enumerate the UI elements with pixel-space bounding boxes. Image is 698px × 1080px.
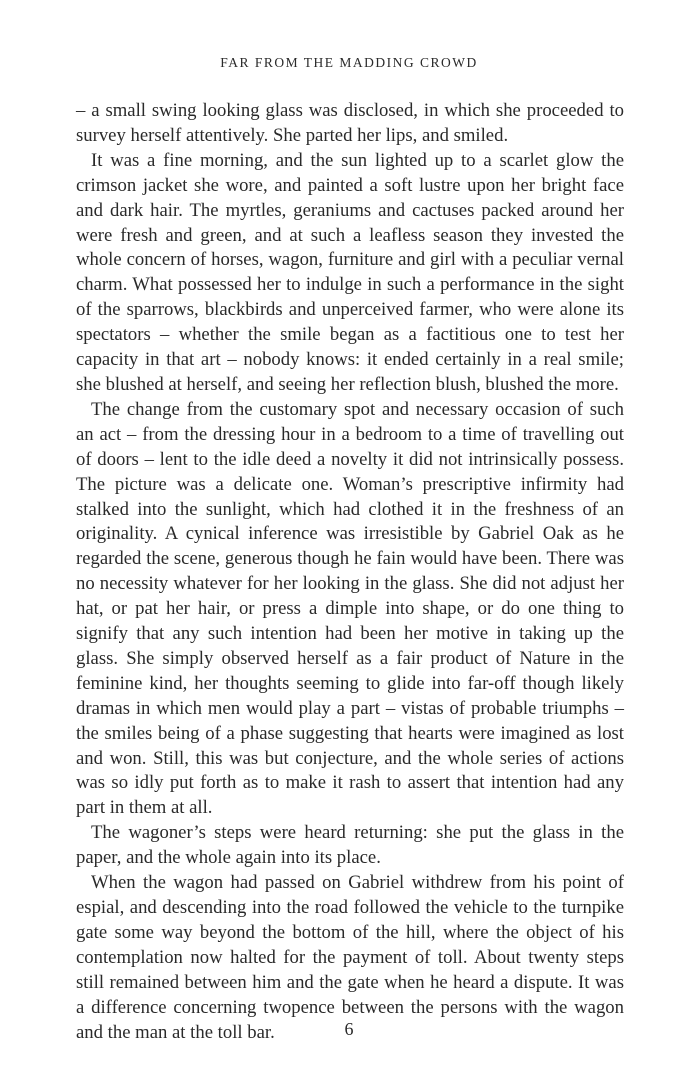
body-text <box>76 99 624 1045</box>
paragraph: When the wagon had passed on Gabriel withdrew from his point of espial, and descending into the road followed the vehicle to the turnpike gate some way beyond the bottom of the hill, where the object of his contemplation now halted for the payment of toll. About twenty steps still remained between him and the gate when he heard a dispute. It was a difference concerning twopence between the persons with the wagon and the man at the toll bar. <box>76 872 624 1043</box>
running-head: FAR FROM THE MADDING CROWD <box>220 55 478 70</box>
paragraph-continuation: – a small swing looking glass was disclosed, in which she proceeded to survey herself attentively. She parted her lips, and smiled. <box>76 100 624 146</box>
paragraph: The change from the customary spot and necessary occasion of such an act – from the dressing hour in a bedroom to a time of travelling out of doors – lent to the idle deed a novelty it did not intrinsically possess. The picture was a delicate one. Woman’s prescriptive infirmity had stalked into the sunlight, which had clothed it in the freshness of an originality. A cynical inference was irresistible by Gabriel Oak as he regarded the scene, generous though he fain would have been. There was no necessity whatever for her looking in the glass. She did not adjust her hat, or pat her hair, or press a dimple into shape, or do one thing to signify that any such intention had been her motive in taking up the glass. She simply observed herself as a fair product of Nature in the feminine kind, her thoughts seeming to glide into far-off though likely dramas in which men would play a part – vistas of probable triumphs – the smiles being of a phase suggesting that hearts were imagined as lost and won. Still, this was but conjecture, and the whole series of actions was so idly put forth as to make it rash to assert that intention had any part in them at all. <box>76 398 624 819</box>
paragraph: It was a fine morning, and the sun lighted up to a scarlet glow the crimson jacket she wore, and painted a soft lustre upon her bright face and dark hair. The myrtles, geraniums and cactuses packed around her were fresh and green, and at such a leafless season they invested the whole concern of horses, wagon, furniture and girl with a peculiar vernal charm. What possessed her to indulge in such a performance in the sight of the sparrows, blackbirds and unperceived farmer, who were alone its spectators – whether the smile began as a factitious one to test her capacity in that art – nobody knows: it ended certainly in a real smile; she blushed at herself, and seeing her reflection blush, blushed the more. <box>76 149 624 395</box>
page-number: 6 <box>344 1019 354 1039</box>
paragraph: The wagoner’s steps were heard returning: she put the glass in the paper, and the whole again into its place. <box>76 822 624 869</box>
